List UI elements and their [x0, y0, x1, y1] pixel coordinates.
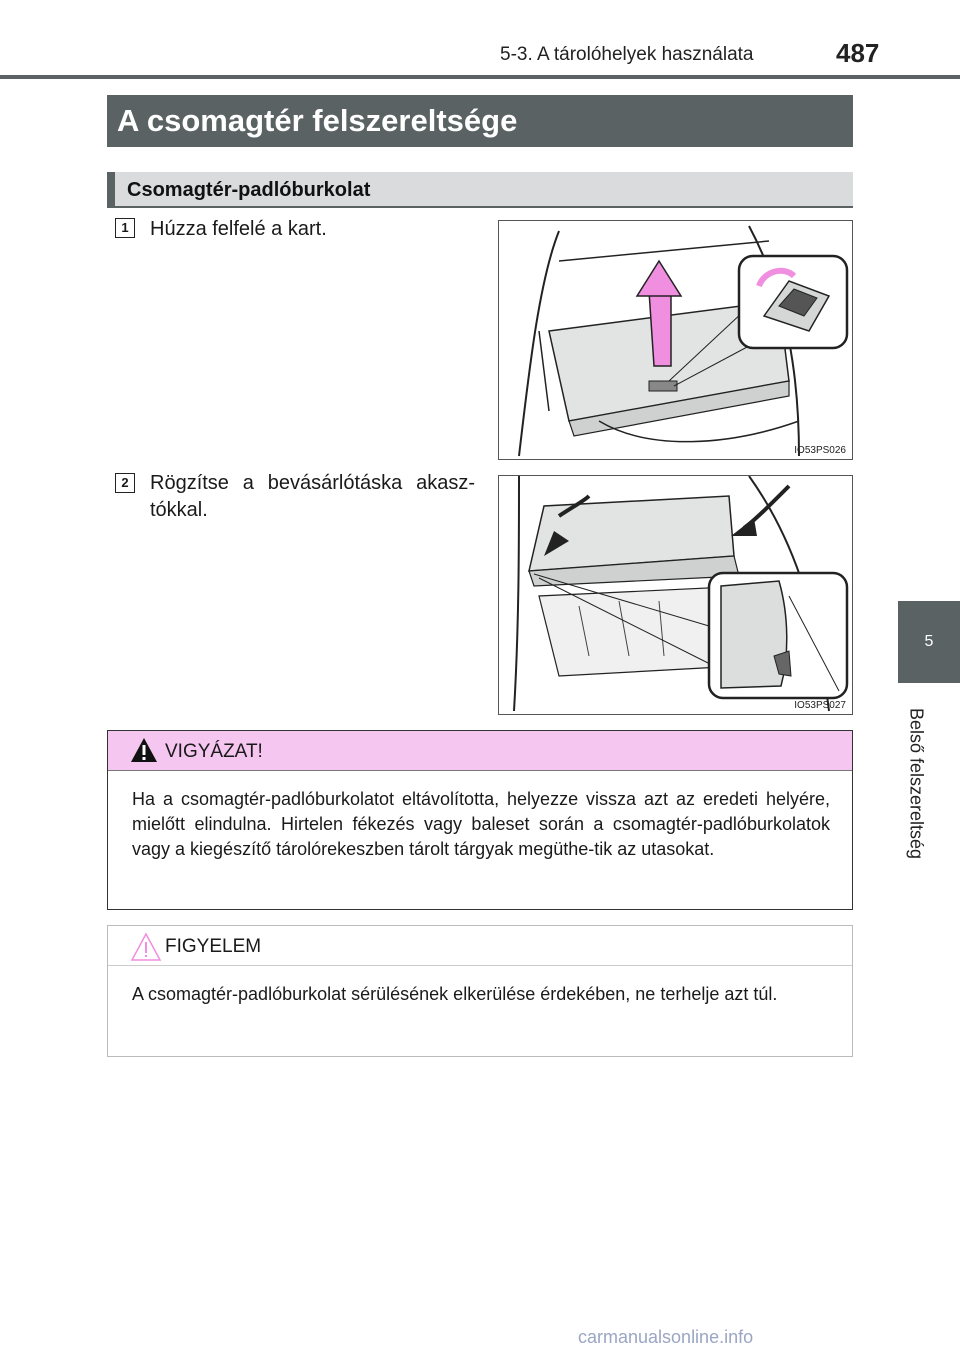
bag-hooks-illustration	[499, 476, 853, 715]
notice-text: A csomagtér-padlóburkolat sérülésének elkerülése érdekében, ne terhelje azt túl.	[132, 984, 778, 1004]
figure-code-2: IO53PS027	[794, 700, 846, 711]
figure-code-1: IO53PS026	[794, 445, 846, 456]
chapter-tab: 5	[898, 601, 960, 683]
page-number: 487	[836, 38, 880, 68]
watermark: carmanualsonline.info	[578, 1327, 754, 1347]
notice-header	[108, 926, 852, 966]
chapter-label-wrapper	[896, 695, 936, 870]
notice-title: FIGYELEM	[165, 936, 262, 957]
chapter-label: Belső felszereltség	[906, 707, 927, 860]
notice-triangle-icon	[130, 932, 162, 962]
header-divider	[0, 75, 960, 79]
section-subtitle: Csomagtér-padlóburkolat	[127, 179, 371, 201]
step-text-2: Rögzítse a bevásárlótáska akasz-tókkal.	[150, 472, 475, 521]
warning-triangle-icon	[130, 737, 158, 763]
header-section-title: 5-3. A tárolóhelyek használata	[500, 44, 754, 65]
notice-box	[107, 925, 853, 1057]
figure-bag-hooks	[498, 475, 853, 715]
figure-trunk-lever	[498, 220, 853, 460]
subtitle-accent	[107, 172, 115, 206]
step-number-2: 2	[115, 473, 135, 493]
warning-title: VIGYÁZAT!	[165, 741, 263, 762]
step-text-1: Húzza felfelé a kart.	[150, 218, 327, 240]
section-subtitle-bar	[107, 172, 853, 208]
warning-box	[107, 730, 853, 910]
warning-header	[108, 731, 852, 771]
step-number-1: 1	[115, 218, 135, 238]
warning-text: Ha a csomagtér-padlóburkolatot eltávolította, helyezze vissza azt az eredeti helyére, mielőtt elindulna. Hirtelen fékezés vagy baleset során a csomagtér-padlóburkolatok vagy a kiegészítő tárolórekeszben tárolt tárgyak megüthe-tik az utasokat.	[132, 789, 830, 859]
trunk-lever-illustration	[499, 221, 853, 460]
page-title: A csomagtér felszereltsége	[107, 95, 853, 147]
